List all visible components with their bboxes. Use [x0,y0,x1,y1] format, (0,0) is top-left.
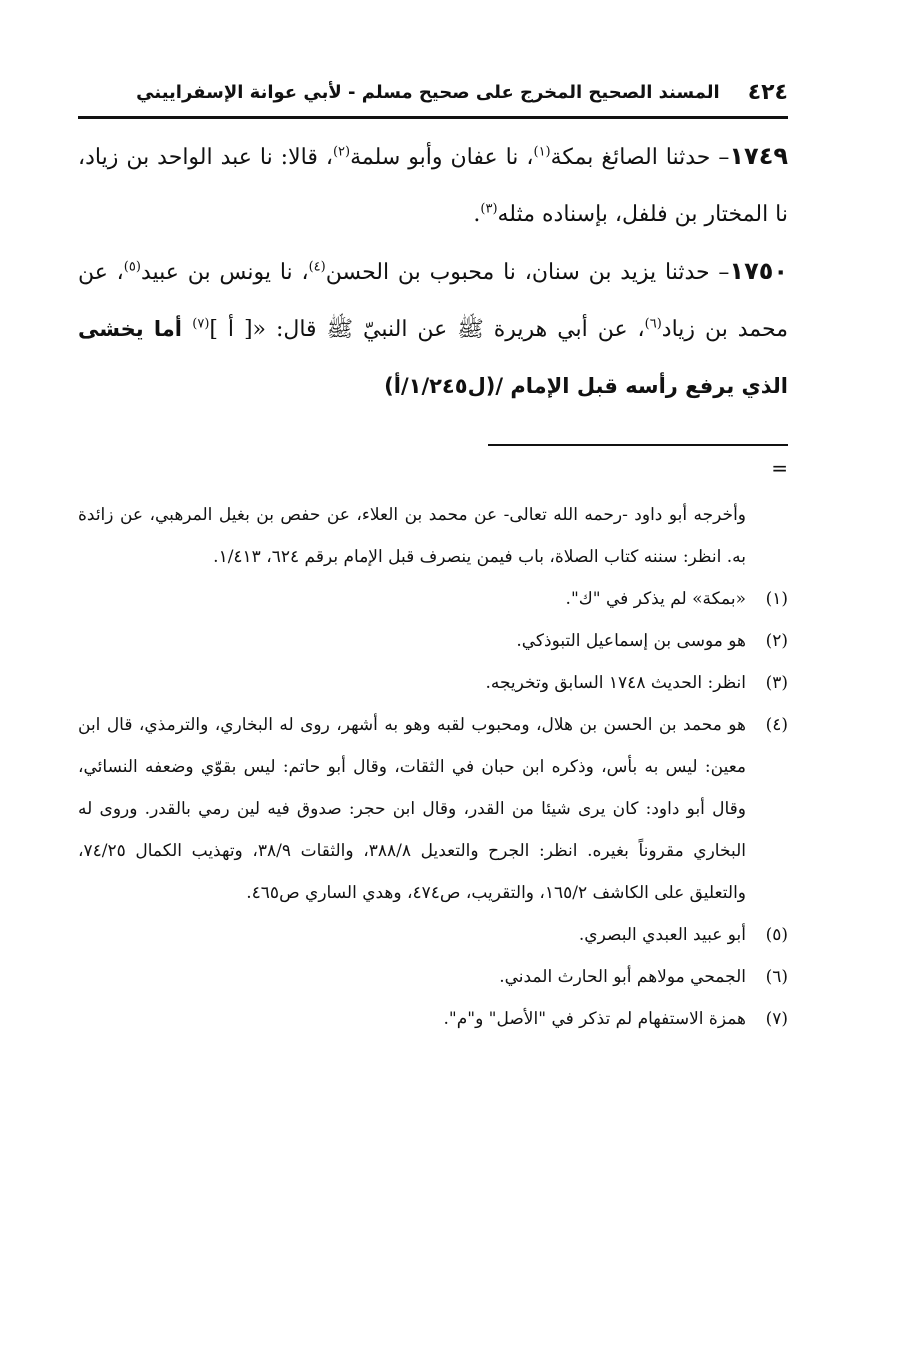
footnote-number: (١) [765,589,788,609]
hadith-1750 [78,243,788,415]
hadith-text: ، قالا: نا عبد الواحد بن زياد، نا المختار بن فلفل، بإسناده مثله [78,145,788,227]
hadith-text: ، نا يونس بن عبيد [140,260,309,285]
footnote-text: انظر: الحديث ١٧٤٨ السابق وتخريجه. [485,673,746,693]
page-header [78,72,788,112]
footnote-ref: (٧) [192,316,210,332]
footnote-text: هو موسى بن إسماعيل التبوذكي. [516,631,746,651]
hadith-matn: أما يخشى الذي يرفع رأسه قبل الإمام [78,317,788,398]
hadith-text: . [473,202,481,227]
hadith-1749 [78,128,788,243]
footnote-ref: (٦) [644,316,662,332]
hadith-text: ، عن أبي هريرة ﷺ عن النبيّ ﷺ قال: «[ أ ] [209,317,645,342]
continuation-mark: = [771,456,788,480]
footnote-2 [78,620,788,662]
footnote-ref: (٥) [123,259,141,275]
footnote-continued: وأخرجه أبو داود -رحمه الله تعالى- عن محمد بن العلاء، عن حفص بن بغيل المرهبي، عن زائدة به. انظر: سننه كتاب الصلاة، باب فيمن ينصرف قبل الإمام برقم ٦٢٤، ١/٤١٣. [78,505,746,567]
running-title: المسند الصحيح المخرج على صحيح مسلم - لأبي عوانة الإسفراييني [136,81,720,103]
hadith-text: – حدثنا الصائغ بمكة [550,145,730,170]
hadith-text: ، عن محمد بن زياد [78,260,789,342]
footnote-text: أبو عبيد العبدي البصري. [578,925,746,945]
footnote-number: (٧) [765,1009,788,1029]
footnote-number: (٥) [765,925,788,945]
footnote-number: (٣) [765,673,788,693]
footnote-ref: (٢) [332,144,351,160]
footnote-number: (٢) [765,631,788,651]
hadith-number: ١٧٤٩ [729,142,788,170]
footnote-number: (٦) [765,967,788,987]
footnote-7 [78,998,788,1040]
footnote-5 [78,914,788,956]
footnote-ref: (٤) [308,259,326,275]
hadith-text: – حدثنا يزيد بن سنان، نا محبوب بن الحسن [325,260,730,285]
footnote-separator [488,444,788,446]
footnote-ref: (١) [533,144,551,160]
footnote-6 [78,956,788,998]
footnote-1 [78,578,788,620]
footnote-3 [78,662,788,704]
main-text [78,128,788,415]
footnote-text: «بمكة» لم يذكر في "ك". [565,589,746,609]
footnote-text: الجمحي مولاهم أبو الحارث المدني. [499,967,746,987]
hadith-number: ١٧٥٠ [729,257,789,285]
footnote-text: هو محمد بن الحسن بن هلال، ومحبوب لقبه وهو به أشهر، روى له البخاري، والترمذي، قال ابن معين: ليس به بأس، وذكره ابن حبان في الثقات، وقال أبو حاتم: ليس بقوّي وضعفه النسائي، وقال أبو داود: كان يرى شيئا من القدر، وقال ابن حجر: صدوق فيه لين رمي بالقدر. وروى له البخاري مقروناً بغيره. انظر: الجرح والتعديل ٣٨٨/٨، والثقات ٣٨/٩، وتهذيب الكمال ٧٤/٢٥، والتعليق على الكاشف ١٦٥/٢، والتقريب، ص٤٧٤، وهدي الساري ص٤٦٥. [78,715,747,903]
footnotes [78,494,788,1040]
footnote-4 [78,704,788,914]
footnote-number: (٤) [765,715,788,735]
footnote-text: همزة الاستفهام لم تذكر في "الأصل" و"م". [443,1009,746,1029]
page-number: ٤٢٤ [747,79,788,105]
footnote-ref: (٣) [480,201,498,217]
hadith-text: ، نا عفان وأبو سلمة [350,145,534,170]
folio-reference: /(ل١/٢٤٥/أ) [384,374,511,398]
header-rule [78,116,788,119]
